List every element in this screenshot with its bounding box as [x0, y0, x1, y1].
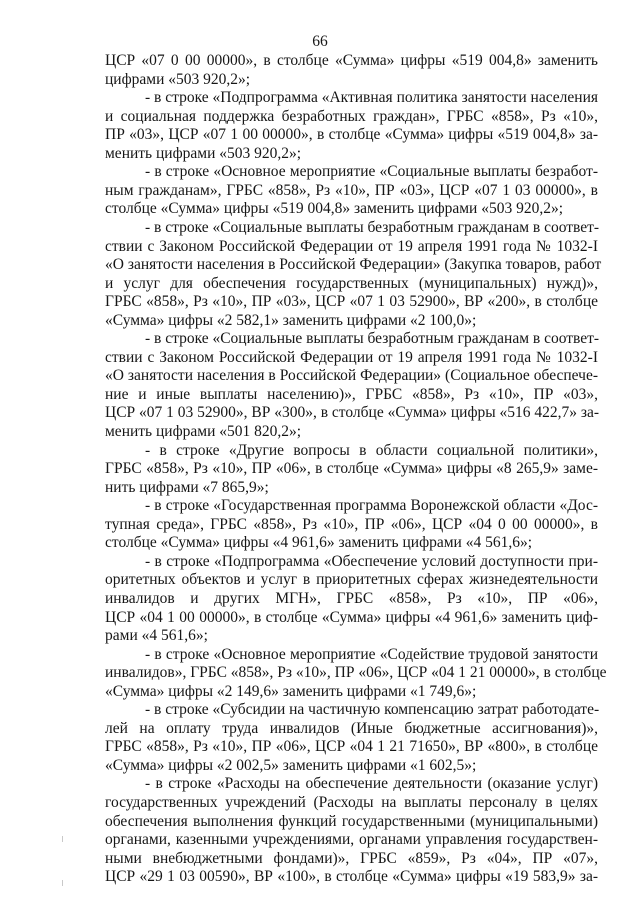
text-line: столбце «Сумма» цифры «4 961,6» заменить цифрами «4 561,6»;: [105, 534, 533, 552]
text-line: государственных учреждений (Расходы на выплаты персоналу в целях: [105, 794, 598, 811]
text-line: инвалидов», ГРБС «858», Рз «10», ПР «06», ЦСР «04 1 21 00000», в столбце: [105, 664, 607, 682]
text-line: «Сумма» цифры «2 582,1» заменить цифрами «2 100,0»;: [105, 311, 477, 329]
text-line: и услуг для обеспечения государственных (муниципальных) нужд)»,: [105, 274, 598, 292]
text-line: - в строке «Социальные выплаты безработным гражданам в соответ-: [145, 218, 600, 236]
text-line: - в строке «Расходы на обеспечение деятельности (оказание услуг): [145, 775, 598, 793]
text-line: ПР «03», ЦСР «07 1 00 00000», в столбце «Сумма» цифры «519 004,8» за-: [105, 126, 598, 144]
text-line: ствии с Законом Российской Федерации от 19 апреля 1991 года № 1032-I: [105, 237, 598, 255]
text-line: ГРБС «858», Рз «10», ПР «06», ЦСР «04 1 21 71650», ВР «800», в столбце: [105, 738, 598, 756]
text-line: «О занятости населения в Российской Федерации» (Закупка товаров, работ: [105, 256, 602, 274]
text-line: ЦСР «29 1 03 00590», ВР «100», в столбце «Сумма» цифры «19 583,9» за-: [105, 868, 598, 886]
text-line: - в строке «Основное мероприятие «Социальные выплаты безработ-: [145, 163, 598, 181]
text-line: ЦСР «07 1 03 52900», ВР «300», в столбце «Сумма» цифры «516 422,7» за-: [105, 404, 600, 422]
text-line: менить цифрами «501 820,2»;: [105, 423, 302, 440]
text-line: - в строке «Социальные выплаты безработным гражданам в соответ-: [145, 330, 600, 348]
scan-margin-mark: [62, 880, 63, 886]
text-line: ГРБС «858», Рз «10», ПР «06», в столбце «Сумма» цифры «8 265,9» заме-: [105, 460, 598, 478]
text-line: органами, казенными учреждениями, органами управления государствен-: [105, 831, 598, 849]
page-number: 66: [312, 33, 328, 50]
text-line: - в строке «Подпрограмма «Обеспечение условий доступности при-: [145, 552, 598, 570]
text-line: столбце «Сумма» цифры «519 004,8» заменить цифрами «503 920,2»;: [105, 200, 564, 218]
text-line: ными внебюджетными фондами)», ГРБС «859», Рз «04», ПР «07»,: [105, 849, 598, 867]
text-line: - в строке «Основное мероприятие «Содействие трудовой занятости: [145, 645, 598, 663]
text-line: - в строке «Подпрограмма «Активная политика занятости населения: [145, 89, 598, 107]
text-line: инвалидов и других МГН», ГРБС «858», Рз «10», ПР «06»,: [105, 589, 598, 607]
text-line: «Сумма» цифры «2 002,5» заменить цифрами «1 602,5»;: [105, 756, 477, 774]
text-line: и социальная поддержка безработных граждан», ГРБС «858», Рз «10»,: [105, 107, 598, 125]
text-line: ЦСР «04 1 00 00000», в столбце «Сумма» цифры «4 961,6» заменить циф-: [105, 608, 598, 626]
text-line: - в строке «Другие вопросы в области социальной политики»,: [145, 441, 598, 459]
text-line: ние и иные выплаты населению)», ГРБС «858», Рз «10», ПР «03»,: [105, 385, 598, 403]
text-line: ным гражданам», ГРБС «858», Рз «10», ПР «03», ЦСР «07 1 03 00000», в: [105, 181, 598, 199]
text-line: тупная среда», ГРБС «858», Рз «10», ПР «06», ЦСР «04 0 00 00000», в: [105, 515, 598, 533]
text-line: нить цифрами «7 865,9»;: [105, 478, 269, 496]
text-line: рами «4 561,6»;: [105, 627, 208, 645]
text-line: лей на оплату труда инвалидов (Иные бюджетные ассигнования)»,: [105, 719, 598, 737]
text-line: ЦСР «07 0 00 00000», в столбце «Сумма» цифры «519 004,8» заменить: [105, 52, 598, 69]
text-line: обеспечения выполнения функций государственными (муниципальными): [105, 812, 598, 830]
text-line: цифрами «503 920,2»;: [105, 70, 251, 88]
text-line: оритетных объектов и услуг в приоритетных сферах жизнедеятельности: [105, 571, 598, 589]
text-line: - в строке «Государственная программа Воронежской области «Дос-: [145, 497, 598, 515]
text-line: - в строке «Субсидии на частичную компенсацию затрат работодате-: [145, 701, 600, 719]
text-line: ГРБС «858», Рз «10», ПР «03», ЦСР «07 1 03 52900», ВР «200», в столбце: [105, 293, 598, 311]
text-line: «Сумма» цифры «2 149,6» заменить цифрами «1 749,6»;: [105, 682, 477, 700]
text-line: «О занятости населения в Российской Федерации» (Социальное обеспече-: [105, 367, 598, 385]
text-line: менить цифрами «503 920,2»;: [105, 144, 302, 162]
text-line: ствии с Законом Российской Федерации от 19 апреля 1991 года № 1032-I: [105, 348, 598, 366]
scan-margin-mark: [62, 836, 63, 842]
